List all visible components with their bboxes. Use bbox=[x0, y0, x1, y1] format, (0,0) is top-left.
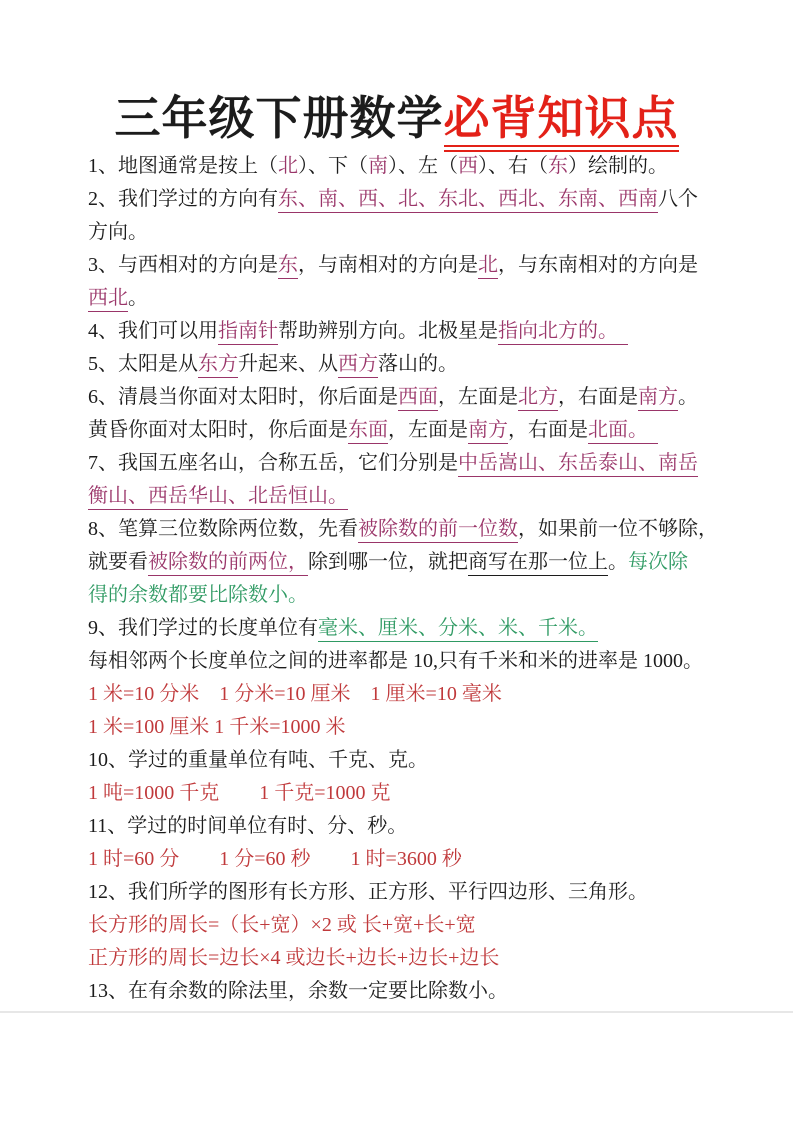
text-segment: 帮助辨别方向。北极星是 bbox=[278, 320, 498, 342]
text-line bbox=[88, 975, 713, 1008]
text-line bbox=[88, 678, 713, 711]
text-segment: ，与南相对的方向是 bbox=[298, 254, 478, 276]
text-line bbox=[88, 513, 718, 546]
text-segment: 每相邻两个长度单位之间的进率都是 10,只有千米和米的进率是 1000。 bbox=[88, 650, 703, 672]
text-segment: ，右面是 bbox=[558, 386, 638, 408]
text-segment: 1 米=100 厘米 1 千米=1000 米 bbox=[88, 716, 346, 738]
text-line bbox=[88, 909, 713, 942]
text-segment: 7、我国五座名山，合称五岳，它们分别是 bbox=[88, 452, 458, 474]
text-segment: 1、地图通常是按上（ bbox=[88, 155, 278, 177]
text-line bbox=[88, 480, 713, 513]
page-title-black: 三年级下册数学 bbox=[114, 93, 444, 144]
text-segment: 被除数的前一位数 bbox=[358, 518, 518, 543]
text-segment: 得的余数都要比除数小。 bbox=[88, 584, 308, 606]
text-segment: ，右面是 bbox=[508, 419, 588, 441]
text-line bbox=[88, 282, 713, 315]
text-segment: 9、我们学过的长度单位有 bbox=[88, 617, 318, 639]
text-segment: 除到哪一位，就把 bbox=[308, 551, 468, 573]
text-segment: 东面 bbox=[348, 419, 388, 444]
text-line bbox=[88, 777, 713, 810]
text-segment: 。 bbox=[128, 287, 148, 309]
text-segment: 1 吨=1000 千克 1 千克=1000 克 bbox=[88, 782, 391, 804]
page-bottom-divider bbox=[0, 1011, 793, 1013]
text-line bbox=[88, 348, 713, 381]
text-segment: 毫米、厘米、分米、米、千米。 bbox=[318, 617, 598, 642]
text-segment: 11、学过的时间单位有时、分、秒。 bbox=[88, 815, 408, 837]
text-segment: 北方 bbox=[518, 386, 558, 411]
text-segment: 西方 bbox=[338, 353, 378, 378]
text-segment: 4、我们可以用 bbox=[88, 320, 218, 342]
text-line bbox=[88, 183, 713, 216]
page-title bbox=[0, 82, 793, 148]
text-segment: 升起来、从 bbox=[238, 353, 338, 375]
text-segment: 西 bbox=[458, 155, 478, 177]
text-segment: 。 bbox=[678, 386, 698, 408]
text-segment: ）、下（ bbox=[298, 155, 368, 177]
text-segment: 每次除 bbox=[628, 551, 688, 573]
text-segment: 5、太阳是从 bbox=[88, 353, 198, 375]
text-segment: ，如果前一位不够除， bbox=[518, 518, 718, 540]
text-segment: 西北 bbox=[88, 287, 128, 312]
text-segment: 八个 bbox=[658, 188, 698, 210]
text-segment: 12、我们所学的图形有长方形、正方形、平行四边形、三角形。 bbox=[88, 881, 648, 903]
text-line bbox=[88, 942, 713, 975]
text-line bbox=[88, 249, 713, 282]
text-segment: 东方 bbox=[198, 353, 238, 378]
text-line bbox=[88, 216, 713, 249]
text-segment: 3、与西相对的方向是 bbox=[88, 254, 278, 276]
text-segment: 南方 bbox=[468, 419, 508, 444]
text-segment: 2、我们学过的方向有 bbox=[88, 188, 278, 210]
text-segment: ，与东南相对的方向是 bbox=[498, 254, 698, 276]
page-title-highlight: 必背知识点 bbox=[444, 93, 679, 152]
text-line bbox=[88, 843, 713, 876]
text-segment: 南方 bbox=[638, 386, 678, 411]
text-segment: 8、笔算三位数除两位数，先看 bbox=[88, 518, 358, 540]
text-segment: 南 bbox=[368, 155, 388, 177]
text-segment: 东、南、西、北、东北、西北、东南、西南 bbox=[278, 188, 658, 213]
text-segment: 指向北方的。 bbox=[498, 320, 628, 345]
text-segment: 方向。 bbox=[88, 221, 148, 243]
text-line bbox=[88, 150, 713, 183]
text-segment: 东 bbox=[548, 155, 568, 177]
text-line bbox=[88, 612, 713, 645]
text-segment: 1 时=60 分 1 分=60 秒 1 时=3600 秒 bbox=[88, 848, 462, 870]
text-segment: 就要看 bbox=[88, 551, 148, 573]
text-segment: 长方形的周长=（长+宽）×2 或 长+宽+长+宽 bbox=[88, 914, 476, 936]
text-segment: 。 bbox=[608, 551, 628, 573]
text-line bbox=[88, 546, 713, 579]
text-line bbox=[88, 447, 713, 480]
text-segment: 西面 bbox=[398, 386, 438, 411]
text-segment: 10、学过的重量单位有吨、千克、克。 bbox=[88, 749, 428, 771]
text-segment: ）、右（ bbox=[478, 155, 548, 177]
text-segment: ，左面是 bbox=[388, 419, 468, 441]
text-segment: 中岳嵩山、东岳泰山、南岳 bbox=[458, 452, 698, 477]
text-line bbox=[88, 711, 713, 744]
text-line bbox=[88, 876, 713, 909]
text-line bbox=[88, 645, 713, 678]
text-segment: 北 bbox=[478, 254, 498, 279]
text-segment: 1 米=10 分米 1 分米=10 厘米 1 厘米=10 毫米 bbox=[88, 683, 502, 705]
text-line bbox=[88, 414, 713, 447]
text-segment: ，左面是 bbox=[438, 386, 518, 408]
text-segment: 东 bbox=[278, 254, 298, 279]
text-line bbox=[88, 744, 713, 777]
text-segment: 正方形的周长=边长×4 或边长+边长+边长+边长 bbox=[88, 947, 500, 969]
text-segment: 商写在那一位上 bbox=[468, 551, 608, 576]
text-segment: 落山的。 bbox=[378, 353, 458, 375]
text-line bbox=[88, 315, 713, 348]
text-segment: 北 bbox=[278, 155, 298, 177]
text-segment: ）、左（ bbox=[388, 155, 458, 177]
text-segment: 指南针 bbox=[218, 320, 278, 345]
text-line bbox=[88, 579, 713, 612]
knowledge-list bbox=[88, 150, 718, 1008]
text-line bbox=[88, 810, 713, 843]
text-segment: 6、清晨当你面对太阳时，你后面是 bbox=[88, 386, 398, 408]
text-line bbox=[88, 381, 713, 414]
text-segment: 被除数的前两位， bbox=[148, 551, 308, 576]
text-segment: 衡山、西岳华山、北岳恒山。 bbox=[88, 485, 348, 510]
text-segment: 北面。 bbox=[588, 419, 658, 444]
text-segment: 13、在有余数的除法里，余数一定要比除数小。 bbox=[88, 980, 508, 1002]
text-segment: ）绘制的。 bbox=[568, 155, 668, 177]
text-segment: 黄昏你面对太阳时，你后面是 bbox=[88, 419, 348, 441]
